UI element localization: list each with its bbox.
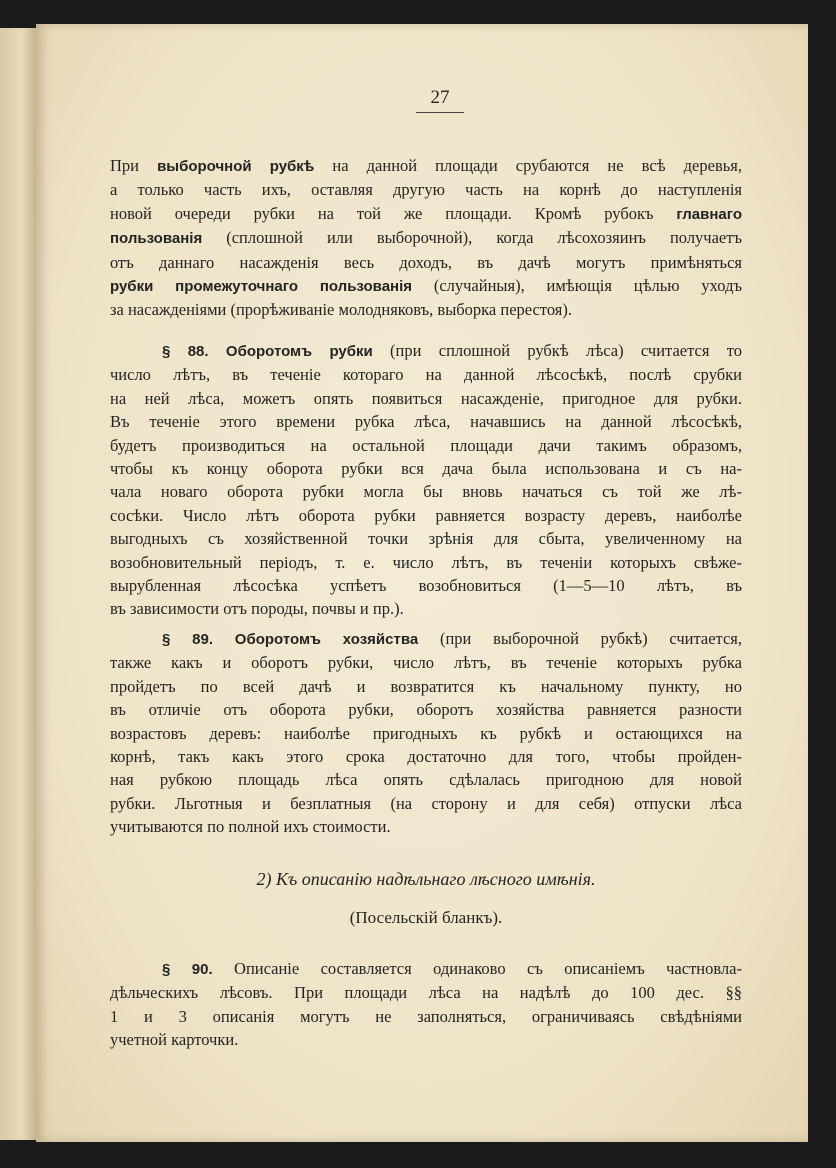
text-line: будетъ производиться на остальной площади дачи такимъ образомъ, (110, 435, 742, 455)
text-line (110, 274, 742, 298)
paragraph-90 (110, 957, 742, 1052)
text-line: а только часть ихъ, оставляя другую часть на корнѣ до наступленія (110, 180, 742, 200)
left-page-edge (0, 28, 38, 1140)
text-line: возобновительный періодъ, т. е. число лѣтъ, въ теченіи которыхъ свѣже- (110, 552, 742, 572)
text-line: число лѣтъ, въ теченіе котораго на данной лѣсосѣкѣ, послѣ срубки (110, 365, 742, 385)
section-subheading: (Посельскій бланкъ). (349, 908, 503, 927)
bold-term: выборочной рубкѣ (157, 158, 315, 175)
text-line: учетной карточки. (110, 1030, 239, 1050)
text-line: рубки. Льготныя и безплатныя (на сторону и для себя) отпуски лѣса (110, 793, 742, 813)
text-run: новой очереди рубки на той же площади. Кромѣ рубокъ (110, 203, 677, 223)
text-line: возрастовъ деревъ: наиболѣе пригодныхъ къ рубкѣ и остающихся на (110, 723, 742, 743)
text-line: отъ даннаго насажденія весь доходъ, въ дачѣ могутъ примѣняться (110, 252, 742, 272)
text-line: въ зависимости отъ породы, почвы и пр.). (110, 599, 404, 619)
text-line (110, 202, 742, 226)
text-run: (при выборочной рубкѣ) считается, (418, 629, 742, 648)
text-line: на ней лѣса, можетъ опять появиться насажденіе, пригодное для рубки. (110, 388, 742, 408)
text-line: за насажденіями (прорѣживаніе молодняковъ, выборка перестоя). (110, 300, 572, 320)
text-line: ная рубкою площадь лѣса опять сдѣлалась пригодною для новой (110, 770, 742, 790)
page-number-rule (416, 112, 464, 113)
text-run: (сплошной или выборочной), когда лѣсохозяинъ получаетъ (202, 228, 742, 248)
text-run: Описаніе составляется одинаково съ описаніемъ частновла- (212, 959, 742, 978)
text-line: выгодныхъ съ хозяйственной точки зрѣнія для сбыта, увеличенному на (110, 529, 742, 549)
text-line: 1 и 3 описанія могутъ не заполняться, ограничиваясь свѣдѣніями (110, 1006, 742, 1026)
paragraph-89 (110, 627, 742, 839)
bold-term: главнаго (676, 205, 742, 223)
text-line: въ отличіе отъ оборота рубки, оборотъ хозяйства равняется разности (110, 700, 742, 720)
text-line: учитываются по полной ихъ стоимости. (110, 817, 391, 837)
text-run: При (110, 156, 158, 175)
text-line (110, 957, 742, 981)
text-line: корнѣ, такъ какъ этого срока достаточно для того, чтобы пройден- (110, 747, 742, 767)
text-line (110, 226, 742, 250)
page-number: 27 (430, 87, 450, 108)
text-line: пройдетъ по всей дачѣ и возвратится къ начальному пункту, но (110, 676, 742, 696)
text-line: чала новаго оборота рубки могла бы вновь начаться съ той же лѣ- (110, 482, 742, 502)
bold-term: § 89. Оборотомъ хозяйства (162, 631, 419, 648)
text-line: Въ теченіе этого времени рубка лѣса, начавшись на данной лѣсосѣкѣ, (110, 412, 742, 432)
bold-term: пользованія (110, 230, 203, 248)
paragraph-88 (110, 339, 742, 621)
book-page (36, 24, 808, 1142)
bold-term: § 88. Оборотомъ рубки (162, 343, 373, 360)
text-line (110, 339, 742, 363)
text-run: (при сплошной рубкѣ лѣса) считается то (372, 341, 742, 360)
text-line: сосѣки. Число лѣтъ оборота рубки равняется возрасту деревъ, наиболѣе (110, 505, 742, 525)
text-line (110, 627, 742, 651)
text-line (110, 154, 742, 178)
section-heading: 2) Къ описанію надѣльнаго лѣсного имѣнія. (256, 869, 596, 889)
text-line: дѣльческихъ лѣсовъ. При площади лѣса на надѣлѣ до 100 дес. §§ (110, 983, 742, 1003)
text-line: чтобы къ концу оборота рубки вся дача была использована и съ на- (110, 459, 742, 479)
text-line: вырубленная лѣсосѣка успѣетъ возобновиться (1—5—10 лѣтъ, въ (110, 576, 742, 596)
paragraph-selective-felling (110, 154, 742, 322)
text-run: (случайныя), имѣющія цѣлью уходъ (412, 276, 742, 296)
text-run: на данной площади срубаются не всѣ деревья, (314, 156, 742, 175)
bold-term: рубки промежуточнаго пользованія (110, 278, 413, 296)
text-line: также какъ и оборотъ рубки, число лѣтъ, въ теченіе которыхъ рубка (110, 653, 742, 673)
bold-term: § 90. (162, 961, 213, 978)
